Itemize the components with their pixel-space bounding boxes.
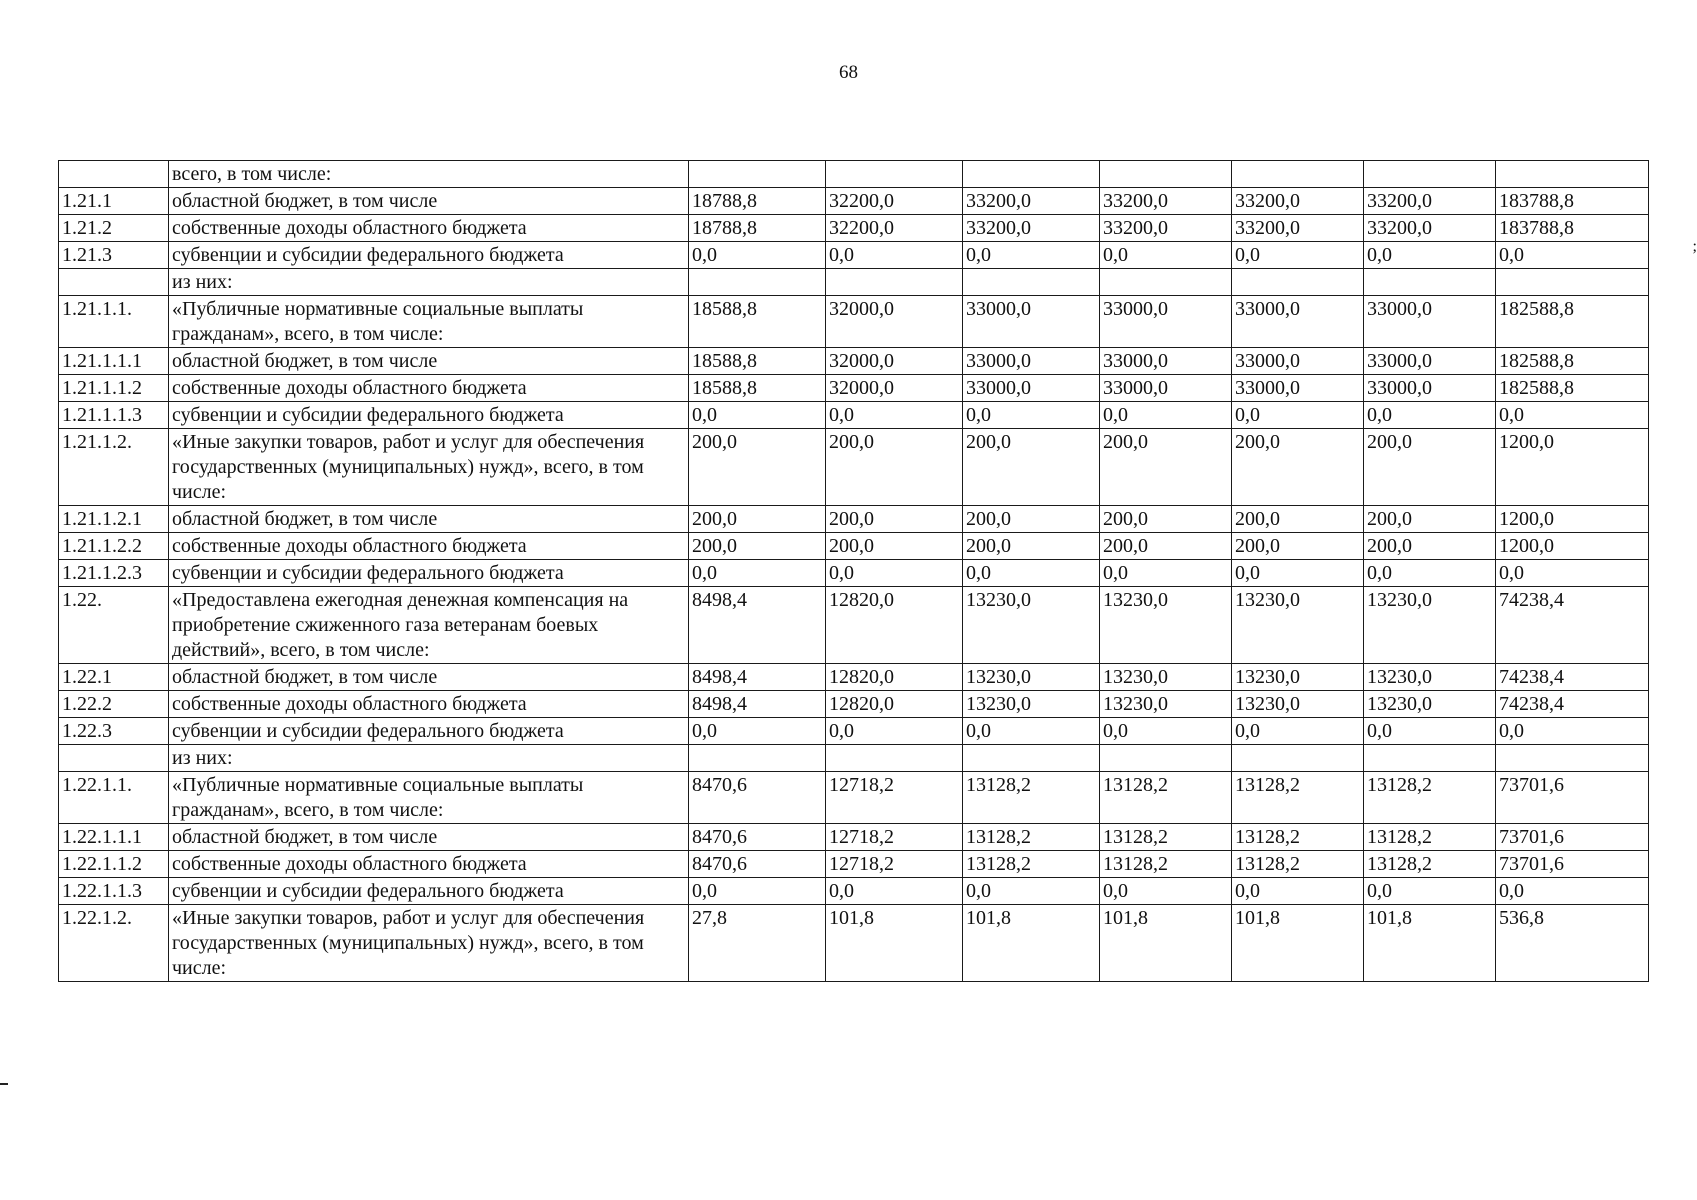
row-description: собственные доходы областного бюджета [169, 691, 689, 718]
value-cell: 8470,6 [689, 851, 826, 878]
table-row [59, 587, 1649, 664]
value-cell: 0,0 [826, 242, 963, 269]
value-cell: 182588,8 [1496, 375, 1649, 402]
value-cell: 101,8 [1232, 905, 1364, 982]
value-cell: 8470,6 [689, 824, 826, 851]
value-cell: 33200,0 [1232, 215, 1364, 242]
value-cell: 33200,0 [963, 188, 1100, 215]
value-cell [963, 269, 1100, 296]
value-cell: 13230,0 [1232, 691, 1364, 718]
value-cell: 0,0 [826, 718, 963, 745]
value-cell: 0,0 [689, 242, 826, 269]
value-cell [1496, 161, 1649, 188]
value-cell: 32000,0 [826, 348, 963, 375]
value-cell: 101,8 [963, 905, 1100, 982]
value-cell: 74238,4 [1496, 664, 1649, 691]
row-number: 1.21.1.1.3 [59, 402, 169, 429]
row-description: собственные доходы областного бюджета [169, 851, 689, 878]
value-cell [689, 745, 826, 772]
table-row [59, 402, 1649, 429]
value-cell: 0,0 [963, 560, 1100, 587]
value-cell [1364, 745, 1496, 772]
value-cell: 13230,0 [963, 664, 1100, 691]
value-cell: 33000,0 [963, 375, 1100, 402]
row-description: областной бюджет, в том числе [169, 348, 689, 375]
value-cell: 0,0 [1364, 878, 1496, 905]
row-number: 1.21.1.1.2 [59, 375, 169, 402]
value-cell: 13128,2 [963, 851, 1100, 878]
value-cell: 18588,8 [689, 375, 826, 402]
value-cell: 13128,2 [1364, 851, 1496, 878]
table-row [59, 161, 1649, 188]
value-cell: 33000,0 [1100, 375, 1232, 402]
table-row [59, 269, 1649, 296]
value-cell: 0,0 [1232, 402, 1364, 429]
value-cell: 13128,2 [1364, 824, 1496, 851]
value-cell [1364, 161, 1496, 188]
value-cell: 13128,2 [1232, 851, 1364, 878]
table-row [59, 429, 1649, 506]
value-cell: 0,0 [1496, 242, 1649, 269]
value-cell: 73701,6 [1496, 824, 1649, 851]
scan-edge-mark [0, 1083, 8, 1085]
value-cell: 13128,2 [1232, 824, 1364, 851]
value-cell: 200,0 [963, 429, 1100, 506]
value-cell: 13230,0 [1364, 587, 1496, 664]
row-description: субвенции и субсидии федерального бюджета [169, 718, 689, 745]
value-cell: 1200,0 [1496, 533, 1649, 560]
row-number: 1.22.1 [59, 664, 169, 691]
value-cell: 8498,4 [689, 587, 826, 664]
row-number: 1.21.2 [59, 215, 169, 242]
value-cell: 27,8 [689, 905, 826, 982]
row-description: субвенции и субсидии федерального бюджета [169, 560, 689, 587]
value-cell: 200,0 [689, 533, 826, 560]
value-cell: 536,8 [1496, 905, 1649, 982]
row-description: субвенции и субсидии федерального бюджета [169, 242, 689, 269]
value-cell: 0,0 [689, 718, 826, 745]
value-cell: 101,8 [826, 905, 963, 982]
value-cell [1232, 161, 1364, 188]
value-cell: 200,0 [826, 429, 963, 506]
value-cell: 200,0 [963, 533, 1100, 560]
row-number: 1.22. [59, 587, 169, 664]
row-description: областной бюджет, в том числе [169, 188, 689, 215]
value-cell: 200,0 [1100, 506, 1232, 533]
value-cell: 33200,0 [1364, 188, 1496, 215]
table-row [59, 242, 1649, 269]
value-cell: 13230,0 [1232, 587, 1364, 664]
value-cell: 33000,0 [1100, 296, 1232, 348]
table-body [59, 161, 1649, 982]
value-cell: 200,0 [826, 533, 963, 560]
value-cell: 33200,0 [1100, 188, 1232, 215]
value-cell [1100, 745, 1232, 772]
value-cell: 18588,8 [689, 348, 826, 375]
value-cell: 13230,0 [1100, 664, 1232, 691]
value-cell: 183788,8 [1496, 215, 1649, 242]
value-cell: 32200,0 [826, 188, 963, 215]
value-cell: 0,0 [1364, 718, 1496, 745]
row-description: «Публичные нормативные социальные выплаты гражданам», всего, в том числе: [169, 296, 689, 348]
value-cell: 13230,0 [1364, 691, 1496, 718]
page-number: 68 [839, 62, 858, 83]
value-cell: 0,0 [963, 878, 1100, 905]
row-description: из них: [169, 269, 689, 296]
value-cell: 73701,6 [1496, 772, 1649, 824]
value-cell: 0,0 [1232, 242, 1364, 269]
value-cell: 74238,4 [1496, 587, 1649, 664]
row-description: субвенции и субсидии федерального бюджета [169, 402, 689, 429]
value-cell: 12820,0 [826, 587, 963, 664]
value-cell: 18788,8 [689, 215, 826, 242]
value-cell [826, 161, 963, 188]
row-description: областной бюджет, в том числе [169, 664, 689, 691]
value-cell: 13128,2 [1100, 772, 1232, 824]
value-cell: 33200,0 [1364, 215, 1496, 242]
value-cell: 200,0 [1364, 506, 1496, 533]
table-row [59, 533, 1649, 560]
table-row [59, 664, 1649, 691]
table-row [59, 188, 1649, 215]
value-cell: 0,0 [1364, 560, 1496, 587]
value-cell: 0,0 [689, 560, 826, 587]
row-description: «Иные закупки товаров, работ и услуг для обеспечения государственных (муниципальных) нужд», всего, в том числе: [169, 905, 689, 982]
value-cell: 182588,8 [1496, 296, 1649, 348]
value-cell: 13128,2 [1100, 824, 1232, 851]
value-cell: 0,0 [1100, 718, 1232, 745]
row-number: 1.21.1.2. [59, 429, 169, 506]
value-cell: 200,0 [1100, 429, 1232, 506]
value-cell: 0,0 [1496, 878, 1649, 905]
value-cell: 0,0 [1496, 718, 1649, 745]
value-cell: 13230,0 [1100, 587, 1232, 664]
value-cell: 33200,0 [963, 215, 1100, 242]
value-cell: 0,0 [1232, 560, 1364, 587]
value-cell: 32000,0 [826, 296, 963, 348]
value-cell [689, 161, 826, 188]
value-cell: 33000,0 [1100, 348, 1232, 375]
value-cell: 13128,2 [963, 772, 1100, 824]
value-cell: 200,0 [963, 506, 1100, 533]
value-cell: 0,0 [963, 242, 1100, 269]
table-row [59, 348, 1649, 375]
value-cell: 200,0 [1232, 506, 1364, 533]
row-number: 1.22.1.2. [59, 905, 169, 982]
value-cell: 0,0 [689, 878, 826, 905]
value-cell: 1200,0 [1496, 506, 1649, 533]
table-row [59, 375, 1649, 402]
table-row [59, 905, 1649, 982]
value-cell: 13230,0 [1100, 691, 1232, 718]
value-cell [1496, 745, 1649, 772]
table-row [59, 878, 1649, 905]
value-cell: 33200,0 [1232, 188, 1364, 215]
value-cell: 0,0 [1232, 718, 1364, 745]
value-cell: 73701,6 [1496, 851, 1649, 878]
value-cell: 200,0 [1364, 533, 1496, 560]
value-cell: 182588,8 [1496, 348, 1649, 375]
value-cell: 18788,8 [689, 188, 826, 215]
value-cell [1100, 269, 1232, 296]
row-number [59, 745, 169, 772]
value-cell [1232, 269, 1364, 296]
row-number: 1.22.1.1.1 [59, 824, 169, 851]
row-description: субвенции и субсидии федерального бюджета [169, 878, 689, 905]
value-cell: 13128,2 [963, 824, 1100, 851]
table-row [59, 506, 1649, 533]
value-cell: 18588,8 [689, 296, 826, 348]
row-description: «Публичные нормативные социальные выплаты гражданам», всего, в том числе: [169, 772, 689, 824]
value-cell: 13128,2 [1364, 772, 1496, 824]
row-description: областной бюджет, в том числе [169, 506, 689, 533]
scan-edge-mark-right: ; [1692, 238, 1697, 255]
value-cell: 200,0 [689, 429, 826, 506]
value-cell: 0,0 [963, 718, 1100, 745]
value-cell: 33000,0 [1232, 296, 1364, 348]
row-description: собственные доходы областного бюджета [169, 215, 689, 242]
row-number: 1.22.3 [59, 718, 169, 745]
value-cell: 33000,0 [1232, 348, 1364, 375]
value-cell: 0,0 [1100, 878, 1232, 905]
row-description: собственные доходы областного бюджета [169, 375, 689, 402]
value-cell: 0,0 [963, 402, 1100, 429]
value-cell: 183788,8 [1496, 188, 1649, 215]
value-cell: 13128,2 [1100, 851, 1232, 878]
value-cell: 0,0 [1364, 402, 1496, 429]
table-row [59, 824, 1649, 851]
value-cell: 33000,0 [963, 348, 1100, 375]
value-cell: 0,0 [1496, 402, 1649, 429]
value-cell [826, 745, 963, 772]
value-cell: 1200,0 [1496, 429, 1649, 506]
value-cell: 0,0 [689, 402, 826, 429]
row-number [59, 161, 169, 188]
value-cell: 8498,4 [689, 691, 826, 718]
value-cell [1364, 269, 1496, 296]
value-cell [826, 269, 963, 296]
table-row [59, 691, 1649, 718]
value-cell: 101,8 [1100, 905, 1232, 982]
row-description: «Предоставлена ежегодная денежная компенсация на приобретение сжиженного газа ветеранам боевых действий», всего, в том числе: [169, 587, 689, 664]
budget-table [58, 160, 1649, 982]
value-cell: 0,0 [826, 878, 963, 905]
value-cell: 32200,0 [826, 215, 963, 242]
value-cell: 13230,0 [1364, 664, 1496, 691]
row-number: 1.21.1.2.2 [59, 533, 169, 560]
value-cell: 12820,0 [826, 691, 963, 718]
table-row [59, 851, 1649, 878]
value-cell: 200,0 [826, 506, 963, 533]
value-cell: 13230,0 [1232, 664, 1364, 691]
value-cell: 33000,0 [1232, 375, 1364, 402]
value-cell: 33000,0 [1364, 296, 1496, 348]
value-cell [1232, 745, 1364, 772]
row-description: областной бюджет, в том числе [169, 824, 689, 851]
value-cell [963, 161, 1100, 188]
row-number: 1.22.1.1.3 [59, 878, 169, 905]
table-row [59, 215, 1649, 242]
row-number: 1.21.1 [59, 188, 169, 215]
value-cell: 33000,0 [1364, 348, 1496, 375]
value-cell: 12718,2 [826, 824, 963, 851]
value-cell: 0,0 [1496, 560, 1649, 587]
table-row [59, 745, 1649, 772]
value-cell: 0,0 [826, 560, 963, 587]
row-number: 1.21.1.1.1 [59, 348, 169, 375]
value-cell: 32000,0 [826, 375, 963, 402]
value-cell: 13230,0 [963, 587, 1100, 664]
value-cell: 200,0 [1364, 429, 1496, 506]
value-cell: 0,0 [1364, 242, 1496, 269]
value-cell: 200,0 [689, 506, 826, 533]
row-description: собственные доходы областного бюджета [169, 533, 689, 560]
value-cell: 0,0 [1100, 402, 1232, 429]
row-description: из них: [169, 745, 689, 772]
table-row [59, 718, 1649, 745]
value-cell [1496, 269, 1649, 296]
value-cell [963, 745, 1100, 772]
value-cell: 33000,0 [1364, 375, 1496, 402]
value-cell: 0,0 [1100, 560, 1232, 587]
value-cell: 13230,0 [963, 691, 1100, 718]
row-description: «Иные закупки товаров, работ и услуг для обеспечения государственных (муниципальных) нужд», всего, в том числе: [169, 429, 689, 506]
value-cell: 0,0 [826, 402, 963, 429]
row-number: 1.21.1.2.3 [59, 560, 169, 587]
value-cell: 101,8 [1364, 905, 1496, 982]
row-number: 1.21.1.1. [59, 296, 169, 348]
row-number: 1.21.1.2.1 [59, 506, 169, 533]
row-description: всего, в том числе: [169, 161, 689, 188]
value-cell: 13128,2 [1232, 772, 1364, 824]
row-number: 1.22.1.1.2 [59, 851, 169, 878]
table-row [59, 296, 1649, 348]
value-cell: 8470,6 [689, 772, 826, 824]
value-cell: 200,0 [1100, 533, 1232, 560]
value-cell [689, 269, 826, 296]
row-number [59, 269, 169, 296]
value-cell: 200,0 [1232, 533, 1364, 560]
value-cell: 33200,0 [1100, 215, 1232, 242]
table-row [59, 560, 1649, 587]
value-cell: 200,0 [1232, 429, 1364, 506]
value-cell: 0,0 [1232, 878, 1364, 905]
value-cell: 12718,2 [826, 851, 963, 878]
row-number: 1.21.3 [59, 242, 169, 269]
row-number: 1.22.2 [59, 691, 169, 718]
value-cell: 0,0 [1100, 242, 1232, 269]
value-cell: 33000,0 [963, 296, 1100, 348]
value-cell: 74238,4 [1496, 691, 1649, 718]
value-cell: 12820,0 [826, 664, 963, 691]
value-cell: 8498,4 [689, 664, 826, 691]
table-row [59, 772, 1649, 824]
value-cell: 12718,2 [826, 772, 963, 824]
row-number: 1.22.1.1. [59, 772, 169, 824]
value-cell [1100, 161, 1232, 188]
